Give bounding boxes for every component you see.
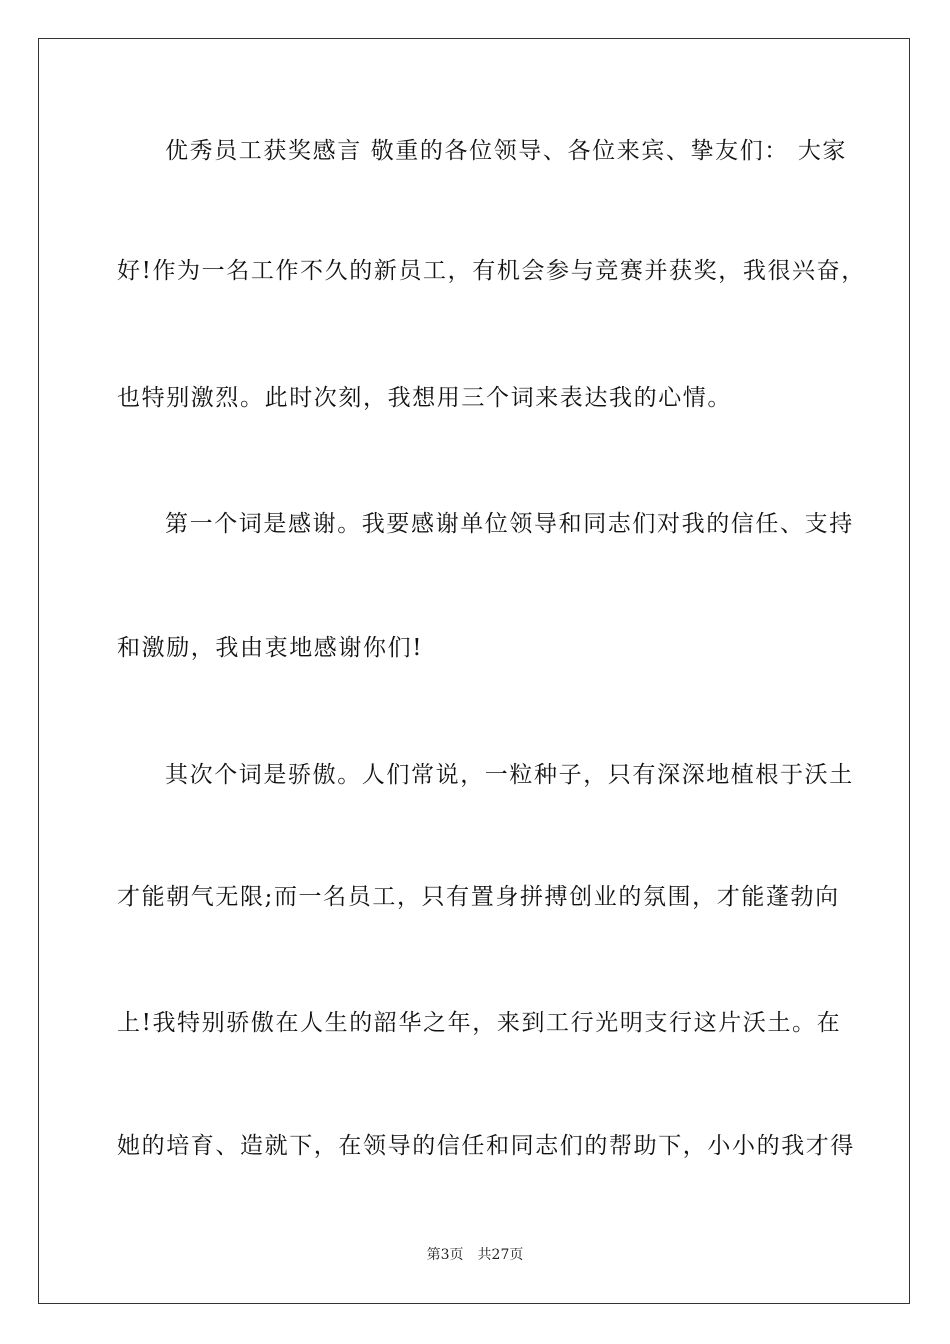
page-number: 第3页 (426, 1247, 464, 1263)
page-footer (0, 1246, 950, 1264)
text-line-6: 其次个词是骄傲。人们常说，一粒种子，只有深深地植根于沃土 (165, 762, 854, 788)
text-line-8: 上!我特别骄傲在人生的韶华之年，来到工行光明支行这片沃土。在 (117, 1010, 842, 1036)
page-border (38, 38, 910, 1304)
text-line-3: 也特别激烈。此时次刻，我想用三个词来表达我的心情。 (117, 385, 732, 411)
text-line-5: 和激励，我由衷地感谢你们! (117, 635, 424, 661)
text-line-7: 才能朝气无限;而一名员工，只有置身拼搏创业的氛围，才能蓬勃向 (117, 884, 840, 910)
text-line-1: 优秀员工获奖感言 敬重的各位领导、各位来宾、挚友们： 大家 (165, 138, 848, 164)
text-line-9: 她的培育、造就下，在领导的信任和同志们的帮助下，小小的我才得 (117, 1133, 855, 1159)
text-line-2: 好!作为一名工作不久的新员工，有机会参与竞赛并获奖，我很兴奋， (117, 258, 866, 284)
page-total: 共27页 (477, 1247, 524, 1263)
text-line-4: 第一个词是感谢。我要感谢单位领导和同志们对我的信任、支持 (165, 511, 854, 537)
